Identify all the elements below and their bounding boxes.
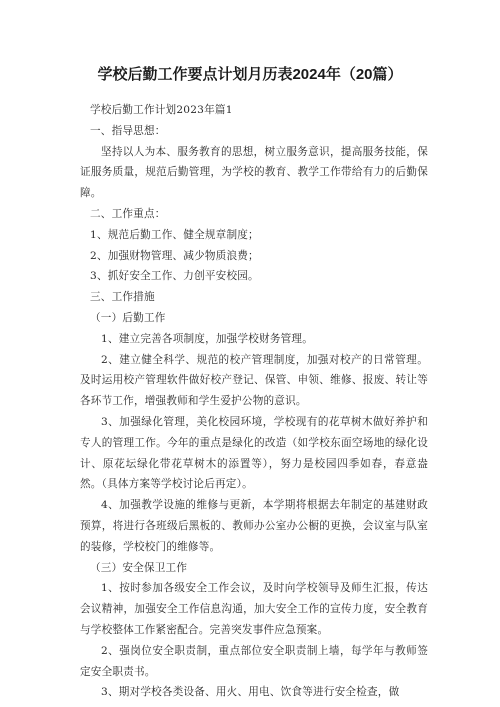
security-item-1: 1、按时参加各级安全工作会议，及时向学校领导及师生汇报，传达会议精神，加强安全工作信息沟通，加大安全工作的宣传力度，安全教育与学校整体工作紧密配合。完善突发事件应急预案。: [80, 582, 428, 636]
logistics-item-3: 3、加强绿化管理，美化校园环境，学校现有的花草树木做好养护和专人的管理工作。今年的重点是绿化的改造（如学校东面空场地的绿化设计、原花坛绿化带花草树木的添置等），努力是校园四季如春，春意盎然。（具体方案等学校讨论后再定）。: [80, 415, 428, 491]
logistics-item-2: 2、建立健全科学、规范的校产管理制度，加强对校产的日常管理。及时运用校产管理软件做好校产登记、保管、申领、维修、报废、转让等各环节工作，增强教师和学生爱护公物的意识。: [80, 353, 428, 408]
subheading-security: （三）安全保卫工作: [90, 561, 188, 574]
heading-work-measures: 三、工作措施: [90, 291, 155, 304]
security-item-3: 3、期对学校各类设备、用火、用电、饮食等进行安全检查，做: [101, 686, 400, 699]
document-title: 学校后勤工作要点计划月历表2024年（20篇）: [97, 66, 403, 83]
focus-item-1: 1、规范后勤工作、健全规章制度；: [90, 228, 259, 241]
logistics-item-1: 1、建立完善各项制度，加强学校财务管理。: [101, 332, 314, 345]
heading-guiding-ideology: 一、指导思想：: [90, 124, 166, 137]
section-subtitle: 学校后勤工作计划2023年篇1: [90, 104, 233, 116]
focus-item-3: 3、抓好安全工作、力创平安校园。: [90, 270, 259, 283]
document-body: [80, 100, 428, 703]
focus-item-2: 2、加强财物管理、减少物质浪费；: [90, 249, 259, 262]
heading-work-focus: 二、工作重点：: [90, 207, 166, 220]
logistics-item-4: 4、加强教学设施的维修与更新，本学期将根据去年制定的基建财政预算，将进行各班级后黑板的、教师办公室办公橱的更换，会议室与队室的装修，学校校门的维修等。: [80, 499, 428, 553]
security-item-2: 2、强岗位安全职责制，重点部位安全职责制上墙，每学年与教师签定安全职责书。: [80, 644, 428, 678]
paragraph-guiding-ideology: 坚持以人为本、服务教育的思想，树立服务意识，提高服务技能，保证服务质量，规范后勤管理，为学校的教育、教学工作带给有力的后勤保障。: [80, 145, 428, 200]
subheading-logistics: （一）后勤工作: [90, 311, 166, 324]
